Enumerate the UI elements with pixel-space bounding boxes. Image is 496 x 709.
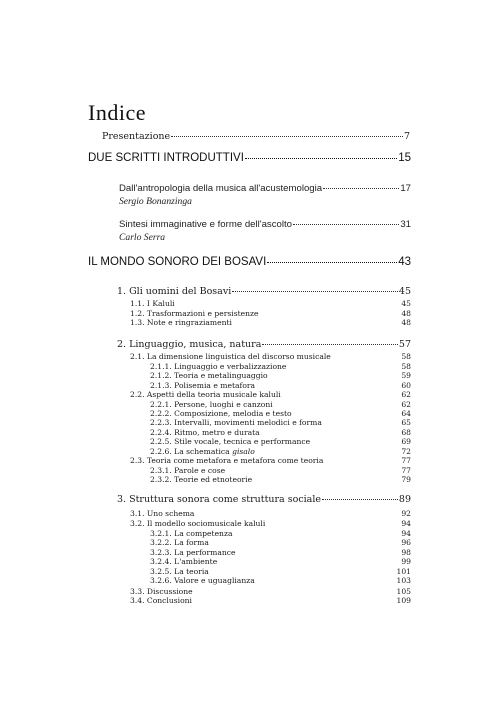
section-heading[interactable] [88,152,411,164]
toc-entry-sub[interactable] [130,309,411,318]
toc-entry-subsub[interactable] [150,576,411,585]
chapter-page: 45 [398,286,411,297]
entry-label: 1.3. Note e ringraziamenti [130,318,232,327]
dot-leader [262,344,398,345]
dot-leader [232,291,398,292]
chapter-page: 89 [398,494,411,505]
toc-entry-subsub[interactable] [150,548,411,557]
section-page: 15 [398,152,411,164]
essay-page: 31 [400,219,411,230]
dot-leader [245,158,397,159]
toc-entry-sub[interactable] [130,352,411,361]
essay-author: Sergio Bonanzinga [119,196,192,207]
toc-entry-subsub[interactable] [150,557,411,566]
toc-entry-chapter[interactable] [117,339,411,350]
toc-entry-subsub[interactable] [150,529,411,538]
toc-entry-presentazione[interactable] [102,131,410,142]
page-title: Indice [88,100,146,125]
entry-label: 2.2.4. Ritmo, metro e durata [150,428,260,437]
entry-page: 65 [401,418,411,427]
toc-entry-subsub[interactable] [150,538,411,547]
entry-page: 68 [401,428,411,437]
entry-label: 3.3. Discussione [130,587,193,596]
entry-label: 3.2.1. La competenza [150,529,233,538]
toc-entry-chapter[interactable] [117,494,411,505]
entry-page: 58 [401,352,411,361]
entry-page: 98 [401,548,411,557]
entry-page: 77 [401,466,411,475]
entry-page: 109 [396,596,411,605]
entry-page: 7 [403,131,410,142]
dot-leader [322,499,398,500]
toc-entry-sub[interactable] [130,299,411,308]
entry-page: 92 [401,509,411,518]
toc-entry-sub[interactable] [130,318,411,327]
entry-label: Presentazione [102,131,171,142]
chapter-label: 2. Linguaggio, musica, natura [117,339,262,350]
section-page: 43 [398,256,411,268]
entry-label: 2.1. La dimensione linguistica del discorso musicale [130,352,331,361]
entry-label: 3.2. Il modello sociomusicale kaluli [130,519,266,528]
toc-entry-subsub[interactable] [150,466,411,475]
entry-page: 58 [401,362,411,371]
section-heading[interactable] [88,256,411,268]
entry-label: 2.3.2. Teorie ed etnoteorie [150,475,253,484]
entry-label: 2.2.1. Persone, luoghi e canzoni [150,400,273,409]
entry-page: 77 [401,456,411,465]
entry-label: 2.2.2. Composizione, melodia e testo [150,409,292,418]
toc-entry-sub[interactable] [130,509,411,518]
chapter-label: 3. Struttura sonora come struttura sociale [117,494,322,505]
entry-page: 48 [401,318,411,327]
entry-page: 45 [401,299,411,308]
toc-entry-subsub[interactable] [150,409,411,418]
toc-entry-subsub[interactable] [150,567,411,576]
entry-page: 103 [396,576,411,585]
section-label: DUE SCRITTI INTRODUTTIVI [88,152,244,164]
entry-page: 96 [401,538,411,547]
toc-entry-subsub[interactable] [150,362,411,371]
toc-entry-chapter[interactable] [117,286,411,297]
entry-label-text: 2.2.6. La schematica [150,447,230,456]
toc-entry-subsub[interactable] [150,447,411,456]
toc-entry-sub[interactable] [130,587,411,596]
toc-entry-sub[interactable] [130,390,411,399]
dot-leader [293,224,399,225]
entry-label: 2.2.3. Intervalli, movimenti melodici e forma [150,418,322,427]
entry-page: 64 [401,409,411,418]
entry-label: 2.1.1. Linguaggio e verbalizzazione [150,362,287,371]
essay-page: 17 [400,183,411,194]
toc-entry-subsub[interactable] [150,428,411,437]
section-label: IL MONDO SONORO DEI BOSAVI [88,256,267,268]
entry-page: 105 [396,587,411,596]
dot-leader [171,136,403,137]
toc-entry-subsub[interactable] [150,381,411,390]
essay-title: Dall'antropologia della musica all'acustemologia [119,183,323,194]
toc-entry-sub[interactable] [130,519,411,528]
entry-label: 2.2. Aspetti della teoria musicale kaluli [130,390,281,399]
toc-entry-subsub[interactable] [150,437,411,446]
entry-page: 94 [401,519,411,528]
entry-label: 3.4. Conclusioni [130,596,192,605]
entry-page: 48 [401,309,411,318]
toc-entry-subsub[interactable] [150,418,411,427]
entry-label: 2.3.1. Parole e cose [150,466,226,475]
toc-entry-sub[interactable] [130,596,411,605]
entry-page: 62 [401,390,411,399]
entry-label: 1.2. Trasformazioni e persistenze [130,309,259,318]
entry-page: 69 [401,437,411,446]
entry-page: 62 [401,400,411,409]
entry-page: 101 [396,567,411,576]
entry-label: 2.1.3. Polisemia e metafora [150,381,256,390]
entry-label: 2.3. Teoria come metafora e metafora come teoria [130,456,324,465]
entry-label: 3.2.2. La forma [150,538,209,547]
entry-page: 99 [401,557,411,566]
dot-leader [323,188,399,189]
toc-entry-subsub[interactable] [150,371,411,380]
entry-label-italic: gisalo [232,447,255,456]
entry-page: 79 [401,475,411,484]
entry-label: 3.2.3. La performance [150,548,236,557]
entry-label [150,447,255,456]
entry-label: 2.2.5. Stile vocale, tecnica e performance [150,437,311,446]
toc-entry-sub[interactable] [130,456,411,465]
entry-page: 60 [401,381,411,390]
entry-label: 3.2.5. La teoria [150,567,209,576]
essay-title: Sintesi immaginative e forme dell'ascolto [119,219,292,230]
entry-page: 72 [401,447,411,456]
entry-label: 2.1.2. Teoria e metalinguaggio [150,371,268,380]
entry-label: 3.2.6. Valore e uguaglianza [150,576,255,585]
entry-label: 1.1. I Kaluli [130,299,175,308]
entry-label: 3.1. Uno schema [130,509,195,518]
dot-leader [267,262,397,263]
chapter-page: 57 [398,339,411,350]
entry-label: 3.2.4. L'ambiente [150,557,218,566]
entry-page: 59 [401,371,411,380]
toc-entry-subsub[interactable] [150,400,411,409]
toc-entry-subsub[interactable] [150,475,411,484]
toc-entry-essay[interactable] [119,183,411,194]
toc-entry-essay[interactable] [119,219,411,230]
chapter-label: 1. Gli uomini del Bosavi [117,286,232,297]
entry-page: 94 [401,529,411,538]
essay-author: Carlo Serra [119,232,166,243]
